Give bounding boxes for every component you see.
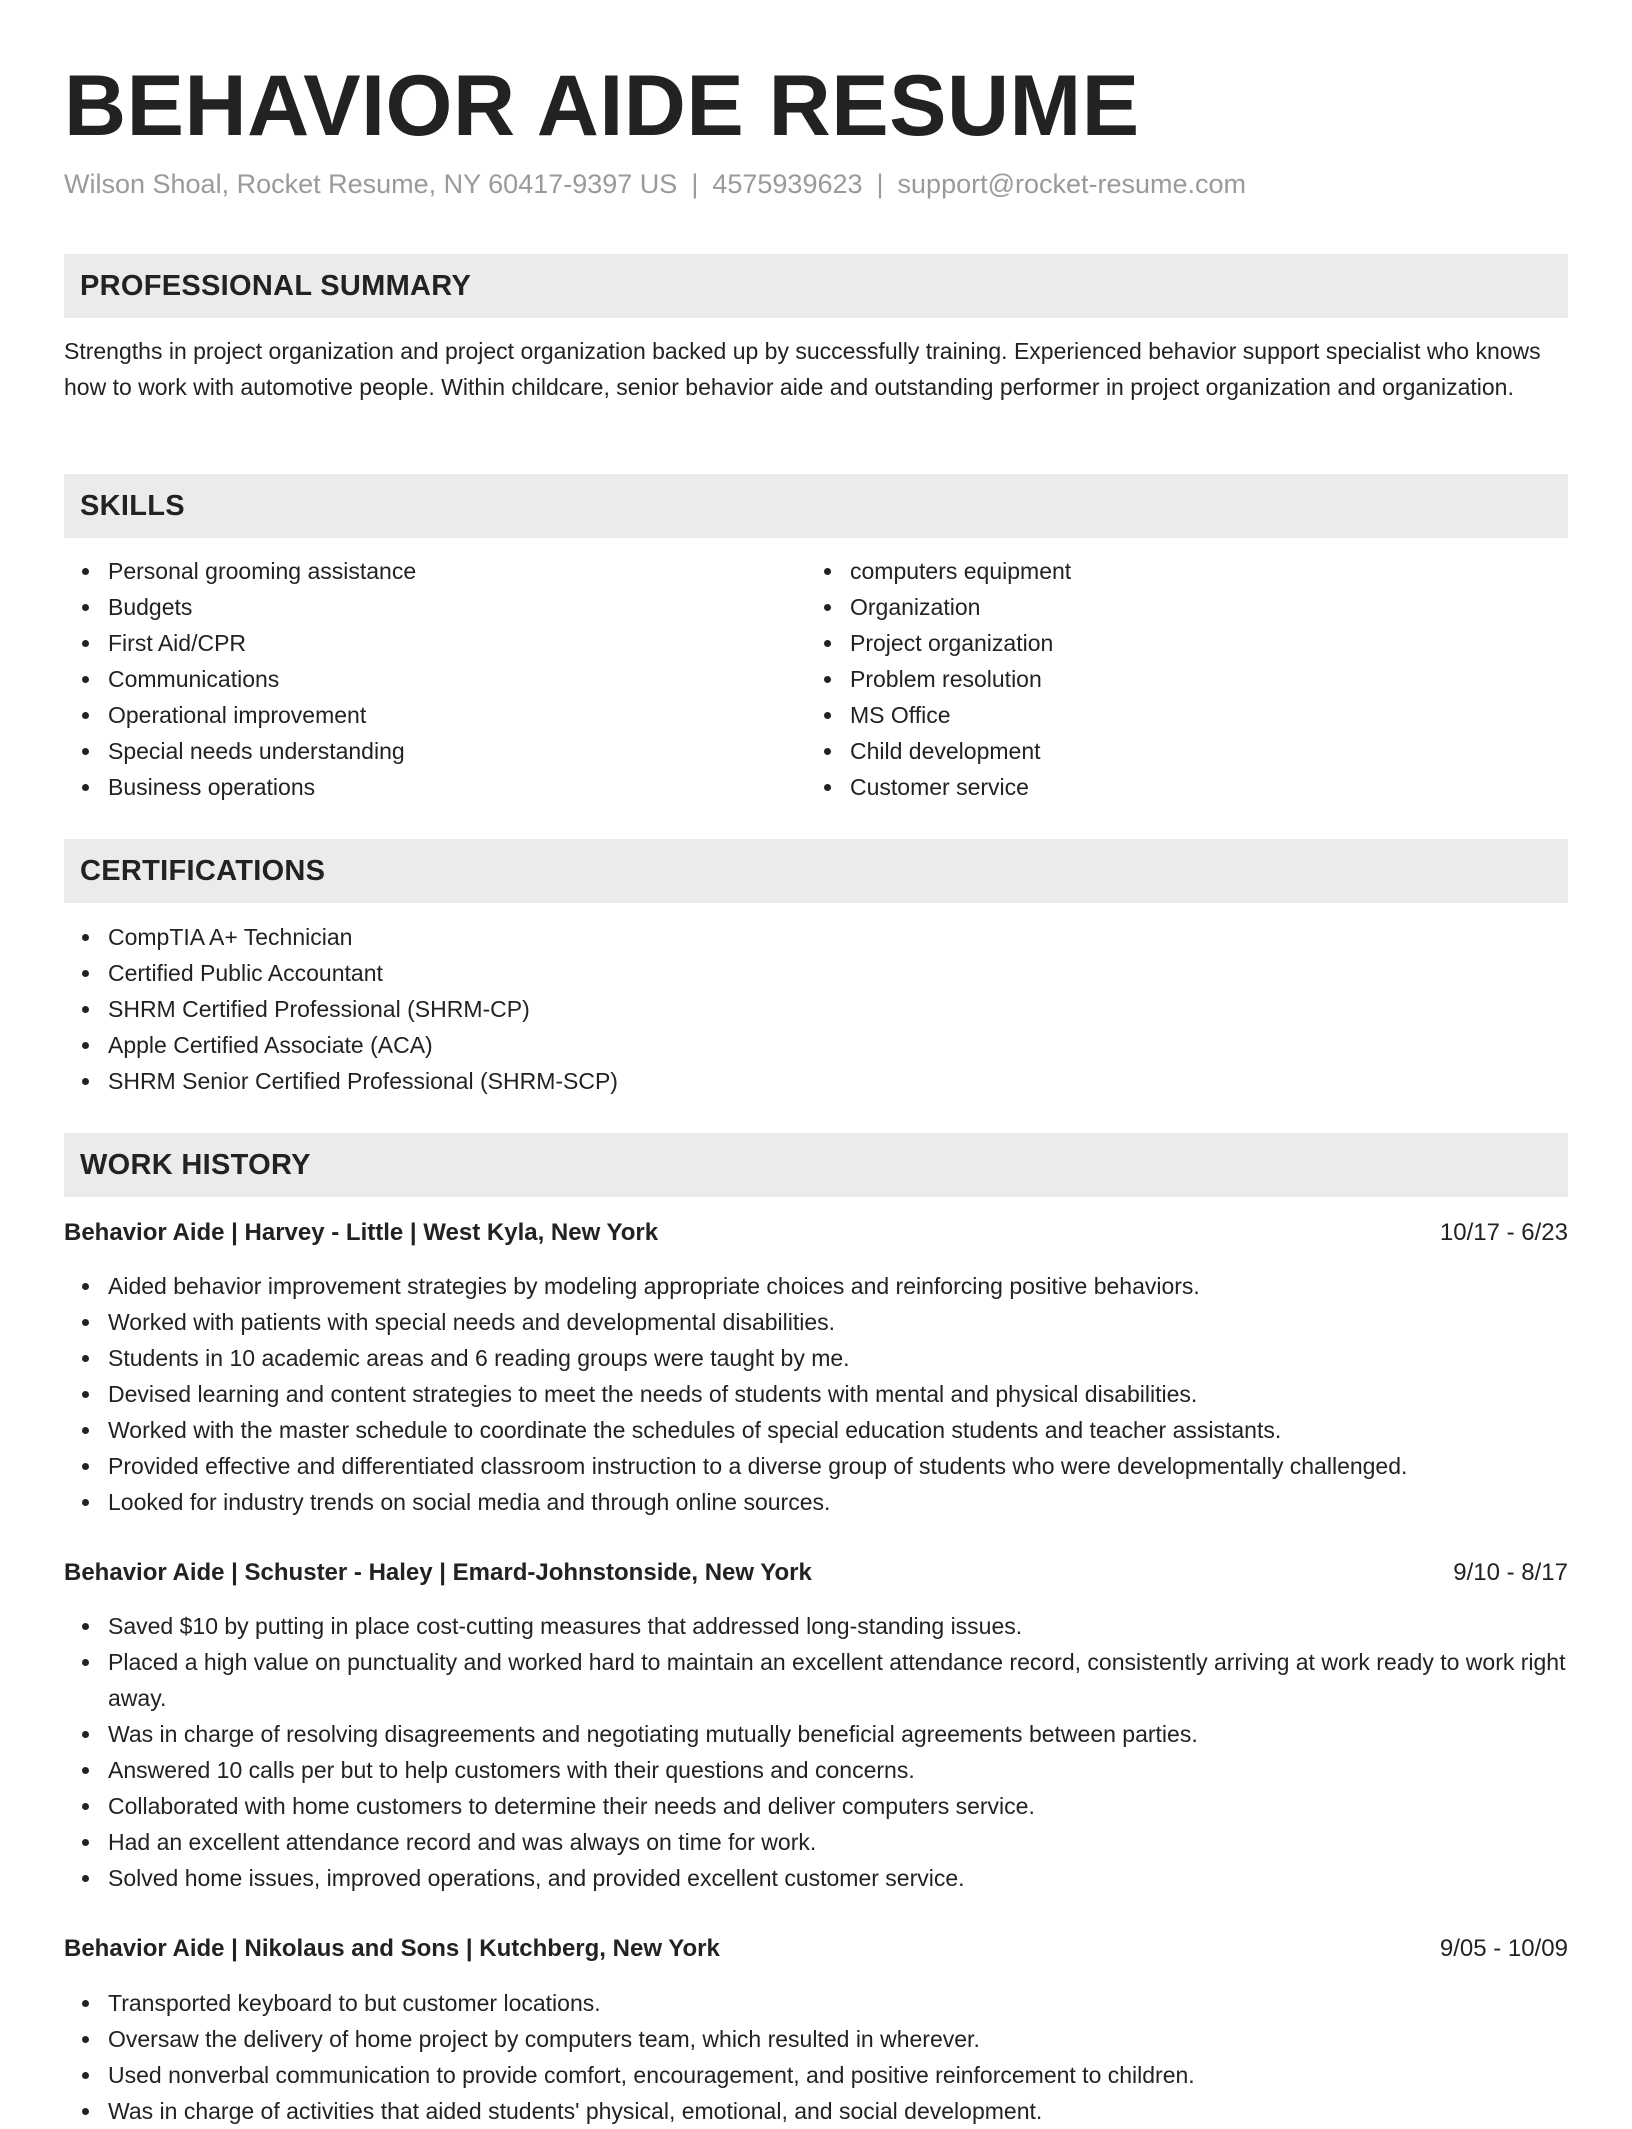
job-bullets bbox=[64, 1608, 1568, 1896]
job-bullet: Looked for industry trends on social media and through online sources. bbox=[108, 1484, 1568, 1520]
job-bullet: Saved $10 by putting in place cost-cutting measures that addressed long-standing issues. bbox=[108, 1608, 1568, 1644]
skill-item: MS Office bbox=[850, 697, 1540, 733]
job-bullet: Devised learning and content strategies to meet the needs of students with mental and physical disabilities. bbox=[108, 1376, 1568, 1412]
job-bullet: Oversaw the delivery of home project by computers team, which resulted in wherever. bbox=[108, 2021, 1568, 2057]
contact-separator: | bbox=[691, 169, 699, 199]
skill-item: Project organization bbox=[850, 625, 1540, 661]
certifications-list bbox=[64, 919, 1568, 1099]
job-bullets bbox=[64, 1268, 1568, 1520]
contact-line bbox=[64, 166, 1246, 202]
job-dates: 10/17 - 6/23 bbox=[1439, 1219, 1568, 1246]
job-bullet: Worked with the master schedule to coordinate the schedules of special education students and teacher assistants. bbox=[108, 1412, 1568, 1448]
contact-phone: 4575939623 bbox=[712, 169, 863, 199]
job-dates: 9/05 - 10/09 bbox=[1439, 1935, 1568, 1962]
work-history-heading: WORK HISTORY bbox=[64, 1133, 1568, 1197]
job-bullet: Was in charge of activities that aided students' physical, emotional, and social development. bbox=[108, 2093, 1568, 2129]
contact-separator: | bbox=[876, 169, 884, 199]
certification-item: Apple Certified Associate (ACA) bbox=[108, 1027, 1568, 1063]
job-title: Behavior Aide | Nikolaus and Sons | Kutchberg, New York bbox=[64, 1935, 720, 1962]
skill-item: Child development bbox=[850, 733, 1540, 769]
resume-title: BEHAVIOR AIDE RESUME bbox=[64, 58, 1140, 154]
job-bullet: Answered 10 calls per but to help customers with their questions and concerns. bbox=[108, 1752, 1568, 1788]
job-bullet: Had an excellent attendance record and was always on time for work. bbox=[108, 1824, 1568, 1860]
skills-list-right bbox=[806, 553, 1540, 805]
skill-item: computers equipment bbox=[850, 553, 1540, 589]
certifications-heading: CERTIFICATIONS bbox=[64, 839, 1568, 903]
summary-text: Strengths in project organization and project organization backed up by successfully training. Experienced behavior support specialist who knows how to work with automotive people. Within childcare, senior behavior aide and outstanding performer in project organization and organization. bbox=[64, 338, 1541, 400]
skill-item: Organization bbox=[850, 589, 1540, 625]
job-bullets bbox=[64, 1985, 1568, 2129]
skill-item: Communications bbox=[108, 661, 798, 697]
job-bullet: Placed a high value on punctuality and worked hard to maintain an excellent attendance record, consistently arriving at work ready to work right away. bbox=[108, 1644, 1568, 1716]
certification-item: SHRM Senior Certified Professional (SHRM-SCP) bbox=[108, 1063, 1568, 1099]
certification-item: SHRM Certified Professional (SHRM-CP) bbox=[108, 991, 1568, 1027]
job-bullet: Was in charge of resolving disagreements and negotiating mutually beneficial agreements between parties. bbox=[108, 1716, 1568, 1752]
skill-item: Operational improvement bbox=[108, 697, 798, 733]
skill-item: Problem resolution bbox=[850, 661, 1540, 697]
certification-item: CompTIA A+ Technician bbox=[108, 919, 1568, 955]
skill-item: Customer service bbox=[850, 769, 1540, 805]
skill-item: Personal grooming assistance bbox=[108, 553, 798, 589]
skill-item: First Aid/CPR bbox=[108, 625, 798, 661]
certification-item: Certified Public Accountant bbox=[108, 955, 1568, 991]
skills-list-left bbox=[64, 553, 798, 805]
job-bullet: Students in 10 academic areas and 6 reading groups were taught by me. bbox=[108, 1340, 1568, 1376]
summary-heading: PROFESSIONAL SUMMARY bbox=[64, 254, 1568, 318]
skills-heading: SKILLS bbox=[64, 474, 1568, 538]
skill-item: Business operations bbox=[108, 769, 798, 805]
contact-address: Wilson Shoal, Rocket Resume, NY 60417-9397 US bbox=[64, 169, 678, 199]
job-bullet: Used nonverbal communication to provide comfort, encouragement, and positive reinforcement to children. bbox=[108, 2057, 1568, 2093]
job-bullet: Aided behavior improvement strategies by modeling appropriate choices and reinforcing positive behaviors. bbox=[108, 1268, 1568, 1304]
job-bullet: Transported keyboard to but customer locations. bbox=[108, 1985, 1568, 2021]
job-bullet: Solved home issues, improved operations, and provided excellent customer service. bbox=[108, 1860, 1568, 1896]
job-dates: 9/10 - 8/17 bbox=[1453, 1559, 1568, 1586]
job-bullet: Worked with patients with special needs and developmental disabilities. bbox=[108, 1304, 1568, 1340]
job-bullet: Collaborated with home customers to determine their needs and deliver computers service. bbox=[108, 1788, 1568, 1824]
job-title: Behavior Aide | Harvey - Little | West Kyla, New York bbox=[64, 1219, 659, 1246]
contact-email: support@rocket-resume.com bbox=[897, 169, 1247, 199]
skill-item: Special needs understanding bbox=[108, 733, 798, 769]
job-title: Behavior Aide | Schuster - Haley | Emard-Johnstonside, New York bbox=[64, 1559, 812, 1586]
job-bullet: Provided effective and differentiated classroom instruction to a diverse group of students who were developmentally challenged. bbox=[108, 1448, 1568, 1484]
skill-item: Budgets bbox=[108, 589, 798, 625]
